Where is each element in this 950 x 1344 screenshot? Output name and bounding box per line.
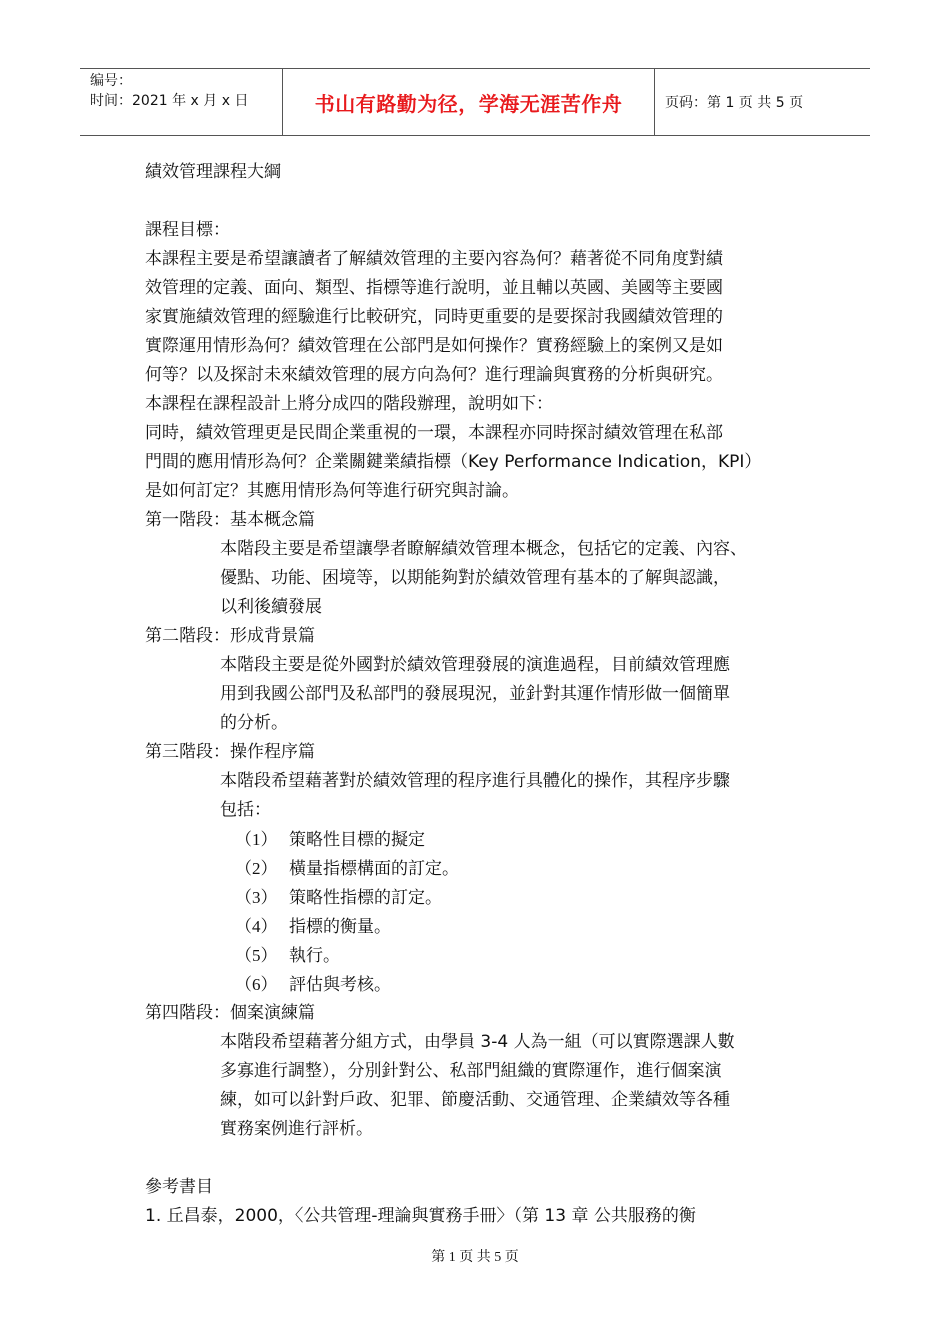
document-body <box>145 158 825 1231</box>
step-number: （3） <box>235 888 278 907</box>
stage2-heading: 第二階段：形成背景篇 <box>145 626 315 646</box>
objective-line: 同時，績效管理更是民間企業重視的一環，本課程亦同時探討績效管理在私部 <box>145 423 723 443</box>
step-text: 策略性目標的擬定 <box>289 830 425 850</box>
header-meta <box>80 69 282 135</box>
stage3-line: 包括： <box>220 800 271 820</box>
step-text: 指標的衡量。 <box>289 917 391 937</box>
number-label: 编号： <box>90 73 132 89</box>
time-label: 时间：2021 年 x 月 x 日 <box>90 93 249 109</box>
step-text: 策略性指標的訂定。 <box>289 888 442 908</box>
objective-line: 是如何訂定？其應用情形為何等進行研究與討論。 <box>145 481 519 501</box>
stage4-line: 本階段希望藉著分組方式，由學員 3-4 人為一組（可以實際選課人數 <box>220 1032 735 1052</box>
step-item <box>145 912 825 941</box>
stage2-line: 的分析。 <box>220 713 288 733</box>
document-title: 績效管理課程大綱 <box>145 162 281 182</box>
step-number: （6） <box>235 975 278 994</box>
step-number: （1） <box>235 830 278 849</box>
page-header <box>80 68 870 136</box>
objective-line: 本課程在課程設計上將分成四的階段辦理，說明如下： <box>145 394 553 414</box>
stage4-line: 多寡進行調整），分別針對公、私部門組織的實際運作，進行個案演 <box>220 1061 722 1081</box>
page-footer: 第 1 页 共 5 页 <box>431 1250 519 1265</box>
step-number: （2） <box>235 859 278 878</box>
stage1-line: 以利後續發展 <box>220 597 322 617</box>
step-item <box>145 854 825 883</box>
objective-line: 何等？以及探討未來績效管理的展方向為何？進行理論與實務的分析與研究。 <box>145 365 723 385</box>
stage2-line: 用到我國公部門及私部門的發展現況，並針對其運作情形做一個簡單 <box>220 684 730 704</box>
step-item <box>145 825 825 854</box>
stage3-heading: 第三階段：操作程序篇 <box>145 742 315 762</box>
stage1-line: 本階段主要是希望讓學者瞭解績效管理本概念，包括它的定義、內容、 <box>220 539 747 559</box>
objective-line: 效管理的定義、面向、類型、指標等進行說明，並且輔以英國、美國等主要國 <box>145 278 723 298</box>
header-motto: 书山有路勤为径，学海无涯苦作舟 <box>282 69 655 135</box>
step-text: 橫量指標構面的訂定。 <box>289 859 459 879</box>
step-item <box>145 883 825 912</box>
step-item <box>145 941 825 970</box>
header-page-info: 页码：第 1 页 共 5 页 <box>665 95 804 111</box>
step-number: （4） <box>235 917 278 936</box>
objective-line: 門間的應用情形為何？企業關鍵業績指標（Key Performance Indication，KPI） <box>145 452 762 472</box>
stage4-line: 實務案例進行評析。 <box>220 1119 373 1139</box>
objective-heading: 課程目標： <box>145 220 230 240</box>
step-number: （5） <box>235 946 278 965</box>
step-item <box>145 970 825 999</box>
stage1-heading: 第一階段：基本概念篇 <box>145 510 315 530</box>
objective-line: 實際運用情形為何？績效管理在公部門是如何操作？實務經驗上的案例又是如 <box>145 336 723 356</box>
stage1-line: 優點、功能、困境等，以期能夠對於績效管理有基本的了解與認識， <box>220 568 730 588</box>
stage3-line: 本階段希望藉著對於績效管理的程序進行具體化的操作，其程序步驟 <box>220 771 730 791</box>
step-text: 評估與考核。 <box>289 975 391 995</box>
stage2-line: 本階段主要是從外國對於績效管理發展的演進過程，目前績效管理應 <box>220 655 730 675</box>
stage4-line: 練，如可以針對戶政、犯罪、節慶活動、交通管理、企業績效等各種 <box>220 1090 730 1110</box>
references-heading: 參考書目 <box>145 1177 213 1197</box>
reference-item: 1. 丘昌泰，2000，〈公共管理-理論與實務手冊〉（第 13 章 公共服務的衡 <box>145 1206 696 1226</box>
step-text: 執行。 <box>289 946 340 966</box>
objective-line: 本課程主要是希望讓讀者了解績效管理的主要內容為何？藉著從不同角度對績 <box>145 249 723 269</box>
objective-line: 家實施績效管理的經驗進行比較研究，同時更重要的是要探討我國績效管理的 <box>145 307 723 327</box>
stage4-heading: 第四階段：個案演練篇 <box>145 1003 315 1023</box>
